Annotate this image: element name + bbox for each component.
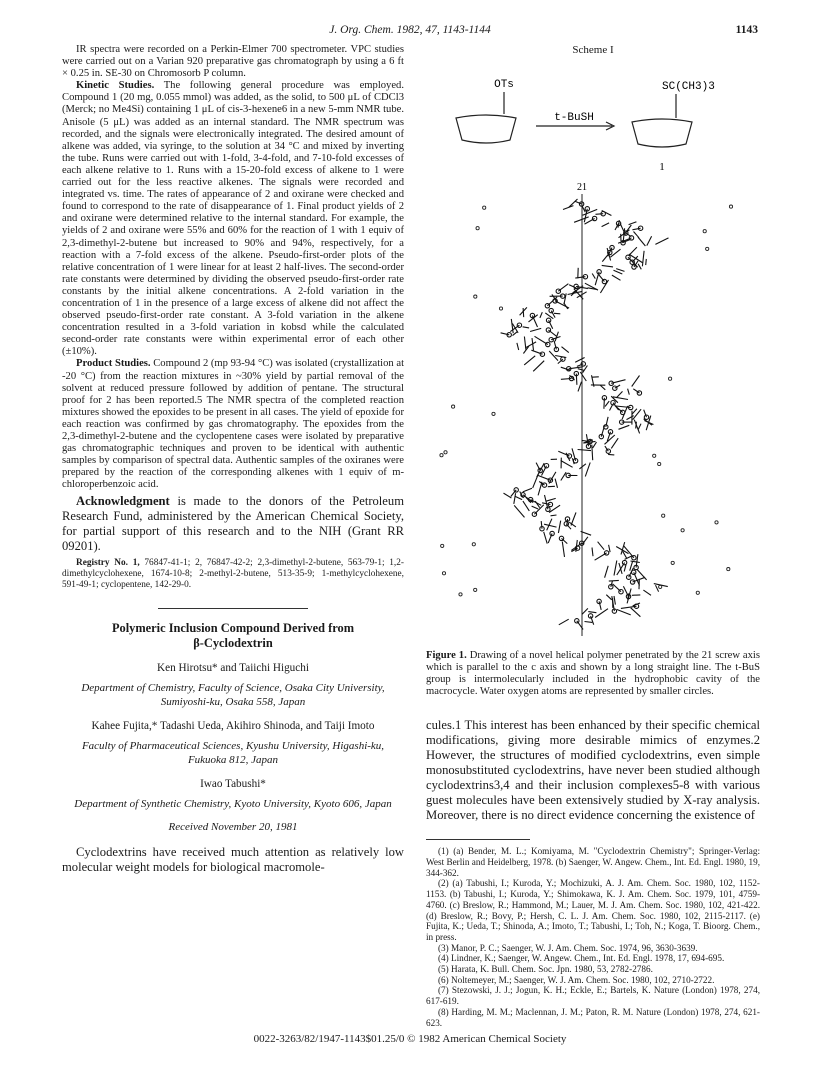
- acknowledgment-paragraph: [62, 494, 404, 554]
- polymer-bond: [548, 330, 556, 336]
- atom-circle: [517, 323, 521, 327]
- atom-circle: [561, 357, 565, 361]
- water-oxygen-circle: [653, 454, 656, 457]
- polymer-bond: [558, 521, 560, 533]
- polymer-bond: [523, 327, 530, 328]
- right-column: [426, 44, 760, 1028]
- product-studies-paragraph: [62, 358, 404, 491]
- footnote-1: (1) (a) Bender, M. L.; Komiyama, M. "Cyclodextrin Chemistry"; Springer-Verlag: West Berlin and Heidelberg, 1978. (b) Saenger, W. Angew. Chem., Int. Ed. Engl. 1980, 19, 344-362.: [426, 846, 760, 878]
- polymer-bond: [602, 266, 613, 268]
- water-oxygen-circle: [681, 529, 684, 532]
- water-oxygen-circle: [715, 521, 718, 524]
- acknowledgment-heading: Acknowledgment: [76, 494, 170, 509]
- polymer-bond: [544, 524, 556, 527]
- polymer-bond: [538, 482, 542, 496]
- polymer-bond: [613, 397, 628, 400]
- water-oxygen-circle: [452, 405, 455, 408]
- article-title-line-2: β-Cyclodextrin: [193, 636, 273, 651]
- polymer-bond: [605, 435, 615, 444]
- atom-circle: [621, 410, 625, 414]
- registry-paragraph: [62, 558, 404, 591]
- figure-caption: [426, 650, 760, 698]
- atom-circle: [602, 279, 606, 283]
- polymer-bond: [602, 223, 610, 227]
- polymer-bond: [614, 596, 615, 605]
- polymer-bond: [574, 217, 589, 222]
- atom-circle: [637, 391, 641, 395]
- polymer-bond: [523, 488, 532, 492]
- polymer-bond: [599, 275, 605, 282]
- footnote-5: (5) Harata, K. Bull. Chem. Soc. Jpn. 1980, 53, 2782-2786.: [438, 964, 653, 975]
- polymer-bond: [582, 609, 588, 615]
- atom-circle: [613, 386, 617, 390]
- registry-heading: Registry No. 1,: [76, 558, 140, 569]
- polymer-bond: [643, 590, 651, 595]
- water-oxygen-circle: [459, 593, 462, 596]
- polymer-bond: [588, 612, 596, 613]
- polymer-bond: [619, 425, 630, 429]
- water-oxygen-circle: [476, 227, 479, 230]
- received-date: Received November 20, 1981: [168, 820, 298, 833]
- polymer-bond: [632, 409, 637, 414]
- polymer-bond: [514, 493, 516, 504]
- water-oxygen-circle: [706, 247, 709, 250]
- atom-circle: [632, 556, 636, 560]
- polymer-bond: [606, 595, 611, 600]
- water-oxygen-circle: [696, 591, 699, 594]
- polymer-bond: [605, 401, 609, 406]
- polymer-bond: [633, 409, 641, 419]
- polymer-bond: [585, 463, 590, 477]
- figure-caption-text: Drawing of a novel helical polymer penetrated by the 21 screw axis which is parallel to the c axis and shown by a long straight line. The t-BuS group is intermolecularly included in the hydrophobic cavity of the macrocycle. Water oxygen atoms are represented by smaller circles.: [426, 650, 760, 698]
- polymer-bond: [555, 332, 558, 342]
- footnote-divider: [426, 839, 530, 840]
- left-column: [62, 44, 404, 875]
- polymer-bond: [533, 361, 544, 372]
- polymer-bond: [600, 280, 608, 293]
- helical-polymer-drawing: [426, 180, 760, 640]
- polymer-bond: [530, 329, 541, 332]
- polymer-bond: [546, 499, 556, 502]
- water-oxygen-circle: [703, 230, 706, 233]
- polymer-bond: [605, 566, 609, 578]
- polymer-bond: [571, 513, 576, 526]
- atom-circle: [575, 619, 579, 623]
- polymer-bond: [532, 506, 539, 509]
- kinetic-studies-text: The following general procedure was employed. Compound 1 (20 mg, 0.055 mmol) was added, as the solid, to 500 μL of CDCl3 (Merck; no Me4Si) containing 1 μL of cis-3-hexene6 in a new 5-mm NMR tube. Anisole (5 μL) was added as an internal standard. The NMR spectrum was recorded, and the signals were electronically integrated. The desired amount of alkene was added, via syringe, to the solution at 34 °C and mixed by inverting the tube. Runs were carried out with 1-fold, 3-4-fold, and 7-10-fold excesses of each alkene relative to 1. Runs with a 15-20-fold excess of alkene to 1 were carried out for the less reactive alkenes. The signals were recorded and integrated vs. time. The rates of appearance of 2 and oxirane were checked and found to correspond to the rate of disappearance of 1. Final product yields of 2 and oxirane were determined relative to the internal standard. For example, the yields of 2 and oxirane were 55% and 60% for the reaction of 1 with 1 equiv of 2,3-dimethyl-2-butene but increased to 90% and 94%, respectively, for a reaction with a 7-fold excess of the alkene. Pseudo-first-order plots of the relative concentration of 1 were linear for at least 2 half-lives. The second-order rate constants were determined by dividing the observed pseudo-first-order rate constants by the initial alkene concentrations. A 2-fold variation in the concentration of 1 in the presence of a large excess of alkene did not affect the observed pseudo-first-order rate constant. A 3-fold variation in the alkene concentration resulted in a 3-fold variation in kobsd while the calculated second-order rate constants were within experimental error of each other (±10%).: [62, 80, 405, 358]
- polymer-bond: [646, 259, 647, 265]
- polymer-bond: [610, 404, 613, 410]
- water-oxygen-circle: [492, 412, 495, 415]
- polymer-bond: [561, 367, 570, 370]
- polymer-bond: [504, 493, 512, 498]
- footnote-6: (6) Noltemeyer, M.; Saenger, W. J. Am. Chem. Soc. 1980, 102, 2710-2722.: [438, 974, 715, 985]
- polymer-bond: [592, 274, 595, 279]
- polymer-bond: [655, 238, 668, 245]
- affiliation-2: Faculty of Pharmaceutical Sciences, Kyushu University, Higashi-ku, Fukuoka 812, Japan: [81, 740, 385, 766]
- water-oxygen-circle: [472, 543, 475, 546]
- polymer-bond: [580, 372, 586, 381]
- water-oxygen-circle: [659, 585, 662, 588]
- polymer-bond: [517, 343, 519, 350]
- polymer-bond: [562, 542, 564, 557]
- scheme-compound-number: 1: [659, 161, 665, 174]
- polymer-bond: [600, 386, 605, 390]
- author-group-3: Iwao Tabushi*: [200, 778, 266, 791]
- polymer-bond: [585, 622, 593, 623]
- methods-paragraph: IR spectra were recorded on a Perkin-Elmer 700 spectrometer. VPC studies were carried out on a Varian 920 preparative gas chromatograph by using a 6 ft × 0.25 in. SE-30 on Chromosorb P column.: [62, 44, 404, 80]
- water-oxygen-circle: [440, 454, 443, 457]
- water-oxygen-circle: [442, 572, 445, 575]
- atom-circle: [564, 522, 568, 526]
- polymer-bond: [540, 312, 542, 318]
- water-oxygen-circle: [662, 514, 665, 517]
- polymer-bond: [617, 610, 631, 615]
- author-group-2: Kahee Fujita,* Tadashi Ueda, Akihiro Shinoda, and Taiji Imoto: [91, 720, 375, 733]
- polymer-bond: [592, 548, 593, 557]
- polymer-bond: [561, 472, 566, 480]
- polymer-bond: [616, 392, 622, 399]
- product-studies-text: Compound 2 (mp 93-94 °C) was isolated (crystallization at -20 °C) from the reaction mixtures in ~30% yield by partial removal of the solvent at reduced pressure followed by addition of pentane. The structural proof for 2 has been reported.5 The NMR spectra of the completed reaction mixtures showed the epoxides to be present in all cases. The yield of epoxide for each reaction was confirmed by gas chromatography. The epoxides from the 2,3-dimethyl-2-butene and the cyclopentene cases were isolated by preparative gas chromatographic techniques and proven to be identical with authentic samples by comparison of spectral data. Authentic samples of the oxiranes were prepared by the reaction of the corresponding alkenes with 1 equiv of m-chloroperbenzoic acid.: [62, 358, 405, 491]
- polymer-bond: [638, 264, 641, 270]
- atom-circle: [556, 289, 560, 293]
- article-title-line-1: Polymeric Inclusion Compound Derived from: [111, 621, 355, 636]
- polymer-bond: [515, 497, 522, 500]
- polymer-bond: [634, 232, 639, 238]
- reactant-cyclodextrin-shape: [456, 115, 516, 143]
- kinetic-studies-heading: Kinetic Studies.: [76, 80, 155, 92]
- water-oxygen-circle: [727, 568, 730, 571]
- affiliation-1: Department of Chemistry, Faculty of Science, Osaka City University, Sumiyoshi-ku, Osaka 558, Japan: [81, 682, 385, 708]
- article-title: [62, 621, 404, 651]
- polymer-bond: [631, 608, 641, 617]
- copyright-footer: 0022-3263/82/1947-1143$01.25/0 © 1982 American Chemical Society: [253, 1033, 567, 1045]
- scheme-title: Scheme I: [572, 44, 614, 56]
- atom-circle: [514, 488, 518, 492]
- polymer-bond: [578, 369, 584, 371]
- atom-circle: [546, 318, 550, 322]
- polymer-bond: [569, 285, 576, 288]
- product-cyclodextrin-shape: [632, 119, 692, 147]
- polymer-bond: [563, 206, 573, 210]
- water-oxygen-circle: [483, 206, 486, 209]
- footnote-8: (8) Harding, M. M.; Maclennan, J. M.; Paton, R. M. Nature (London) 1978, 274, 621-623.: [426, 1006, 760, 1028]
- affiliation-3: Department of Synthetic Chemistry, Kyoto University, Kyoto 606, Japan: [74, 798, 392, 811]
- article-divider: [158, 608, 308, 609]
- polymer-bond: [555, 479, 557, 488]
- screw-axis-label: 21: [577, 182, 587, 194]
- water-oxygen-circle: [671, 561, 674, 564]
- polymer-bond: [544, 532, 548, 544]
- atom-circle: [622, 561, 626, 565]
- polymer-bond: [632, 376, 640, 387]
- polymer-bond: [609, 581, 619, 582]
- water-oxygen-circle: [444, 451, 447, 454]
- polymer-bond: [629, 247, 637, 256]
- polymer-bond: [561, 461, 573, 468]
- polymer-bond: [578, 450, 591, 451]
- polymer-bond: [541, 521, 542, 529]
- polymer-bond: [578, 382, 582, 392]
- polymer-bond: [514, 506, 524, 518]
- running-header: J. Org. Chem. 1982, 47, 1143-1144: [329, 24, 491, 36]
- footnote-3: (3) Manor, P. C.; Saenger, W. J. Am. Chem. Soc. 1974, 96, 3630-3639.: [438, 942, 698, 953]
- footnote-7: (7) Stezowski, J. J.; Jogun, K. H.; Eckle, E.; Bartels, K. Nature (London) 1978, 274, 617-619.: [426, 985, 760, 1007]
- polymer-bond: [609, 545, 611, 552]
- page-number: 1143: [735, 24, 758, 36]
- polymer-bond: [628, 389, 630, 395]
- polymer-bond: [647, 236, 652, 245]
- polymer-bond: [616, 269, 624, 272]
- water-oxygen-circle: [499, 307, 502, 310]
- intro-paragraph: Cyclodextrins have received much attention as relatively low molecular weight models for biological macromole-: [62, 845, 404, 875]
- scheme-reaction: [426, 56, 760, 176]
- atom-circle: [559, 536, 563, 540]
- polymer-bond: [619, 563, 622, 574]
- scheme-product-label: SC(CH3)3: [662, 81, 715, 94]
- polymer-bond: [638, 424, 641, 430]
- figure-1: [426, 180, 760, 698]
- polymer-bond: [562, 347, 569, 353]
- water-oxygen-circle: [441, 544, 444, 547]
- polymer-bond: [629, 222, 637, 225]
- polymer-bond: [554, 313, 560, 314]
- polymer-bond: [656, 585, 659, 592]
- figure-caption-label: Figure 1.: [426, 650, 467, 662]
- polymer-bond: [523, 501, 529, 511]
- acknowledgment-text: is made to the donors of the Petroleum Research Fund, administered by the American Chemical Society, for partial support of this research and to the NIH (Grant RR 09201).: [62, 494, 404, 554]
- polymer-bond: [611, 438, 618, 448]
- polymer-bond: [608, 455, 614, 456]
- right-body-paragraph: cules.1 This interest has been enhanced by their specific chemical modifications, giving more desirable mimics of enzymes.2 However, the structures of modified cyclodextrins, even simple monosubstituted cyclodextrins, have never been studied although cyclodextrins3,4 and their inclusion complexes5-8 with various guest molecules have been extensively studied by X-ray analysis. Moreover, there is no direct evidence concerning the existence of: [426, 718, 760, 823]
- polymer-bond: [524, 356, 535, 365]
- polymer-bond: [593, 442, 597, 448]
- registry-text: 76847-41-1; 2, 76847-42-2; 2,3-dimethyl-2-butene, 563-79-1; 1,2-dimethylcyclohexene, 1674-10-8; 2-methyl-2-butene, 513-35-9; 1-methylcyclohexene, 591-49-1; cyclopentene, 142-29-0.: [62, 558, 405, 591]
- polymer-bond: [596, 214, 604, 215]
- polymer-bond: [551, 515, 557, 516]
- polymer-bond: [579, 464, 586, 469]
- author-group-1: Ken Hirotsu* and Taiichi Higuchi: [157, 662, 309, 675]
- footnote-4: (4) Lindner, K.; Saenger, W. Angew. Chem., Int. Ed. Engl. 1978, 17, 694-695.: [438, 953, 725, 964]
- polymer-bond: [612, 275, 621, 280]
- polymer-bond: [559, 619, 569, 625]
- scheme-reagent: t-BuSH: [554, 112, 594, 125]
- water-oxygen-circle: [474, 295, 477, 298]
- scheme-reactant-label: OTs: [494, 79, 514, 92]
- water-oxygen-circle: [474, 588, 477, 591]
- polymer-bond: [642, 251, 644, 266]
- polymer-bond: [525, 342, 536, 348]
- polymer-bond: [614, 561, 617, 576]
- kinetic-studies-paragraph: [62, 80, 404, 358]
- footnote-2: (2) (a) Tabushi, I.; Kuroda, Y.; Mochizuki, A. J. Am. Chem. Soc. 1980, 102, 1152-1153. (b) Tabushi, I.; Kuroda, Y.; Shimokawa, K. J. Am. Chem. Soc. 1979, 101, 4759-4760. (c) Breslow, R.; Hammond, M.; Lauer, M. J. Am. Chem. Soc. 1980, 102, 421-422. (d) Breslow, R.; Bovy, P.; Hersh, C. L. J. Am. Chem. Soc. 1980, 102, 2115-2117. (e) Fujita, K.; Ueda, T.; Shinoda, A.; Imoto, T.; Tabushi, I.; Toh, N.; Koga, T. Bioorg. Chem., in press.: [426, 878, 760, 942]
- footnotes: [426, 846, 760, 1028]
- product-studies-heading: Product Studies.: [76, 358, 151, 370]
- polymer-bond: [634, 420, 639, 434]
- atom-circle: [626, 255, 630, 259]
- water-oxygen-circle: [729, 205, 732, 208]
- water-oxygen-circle: [658, 463, 661, 466]
- polymer-bond: [638, 237, 645, 246]
- polymer-bond: [595, 609, 608, 618]
- polymer-bond: [523, 308, 524, 317]
- water-oxygen-circle: [669, 377, 672, 380]
- polymer-bond: [598, 542, 605, 550]
- polymer-bond: [592, 445, 593, 461]
